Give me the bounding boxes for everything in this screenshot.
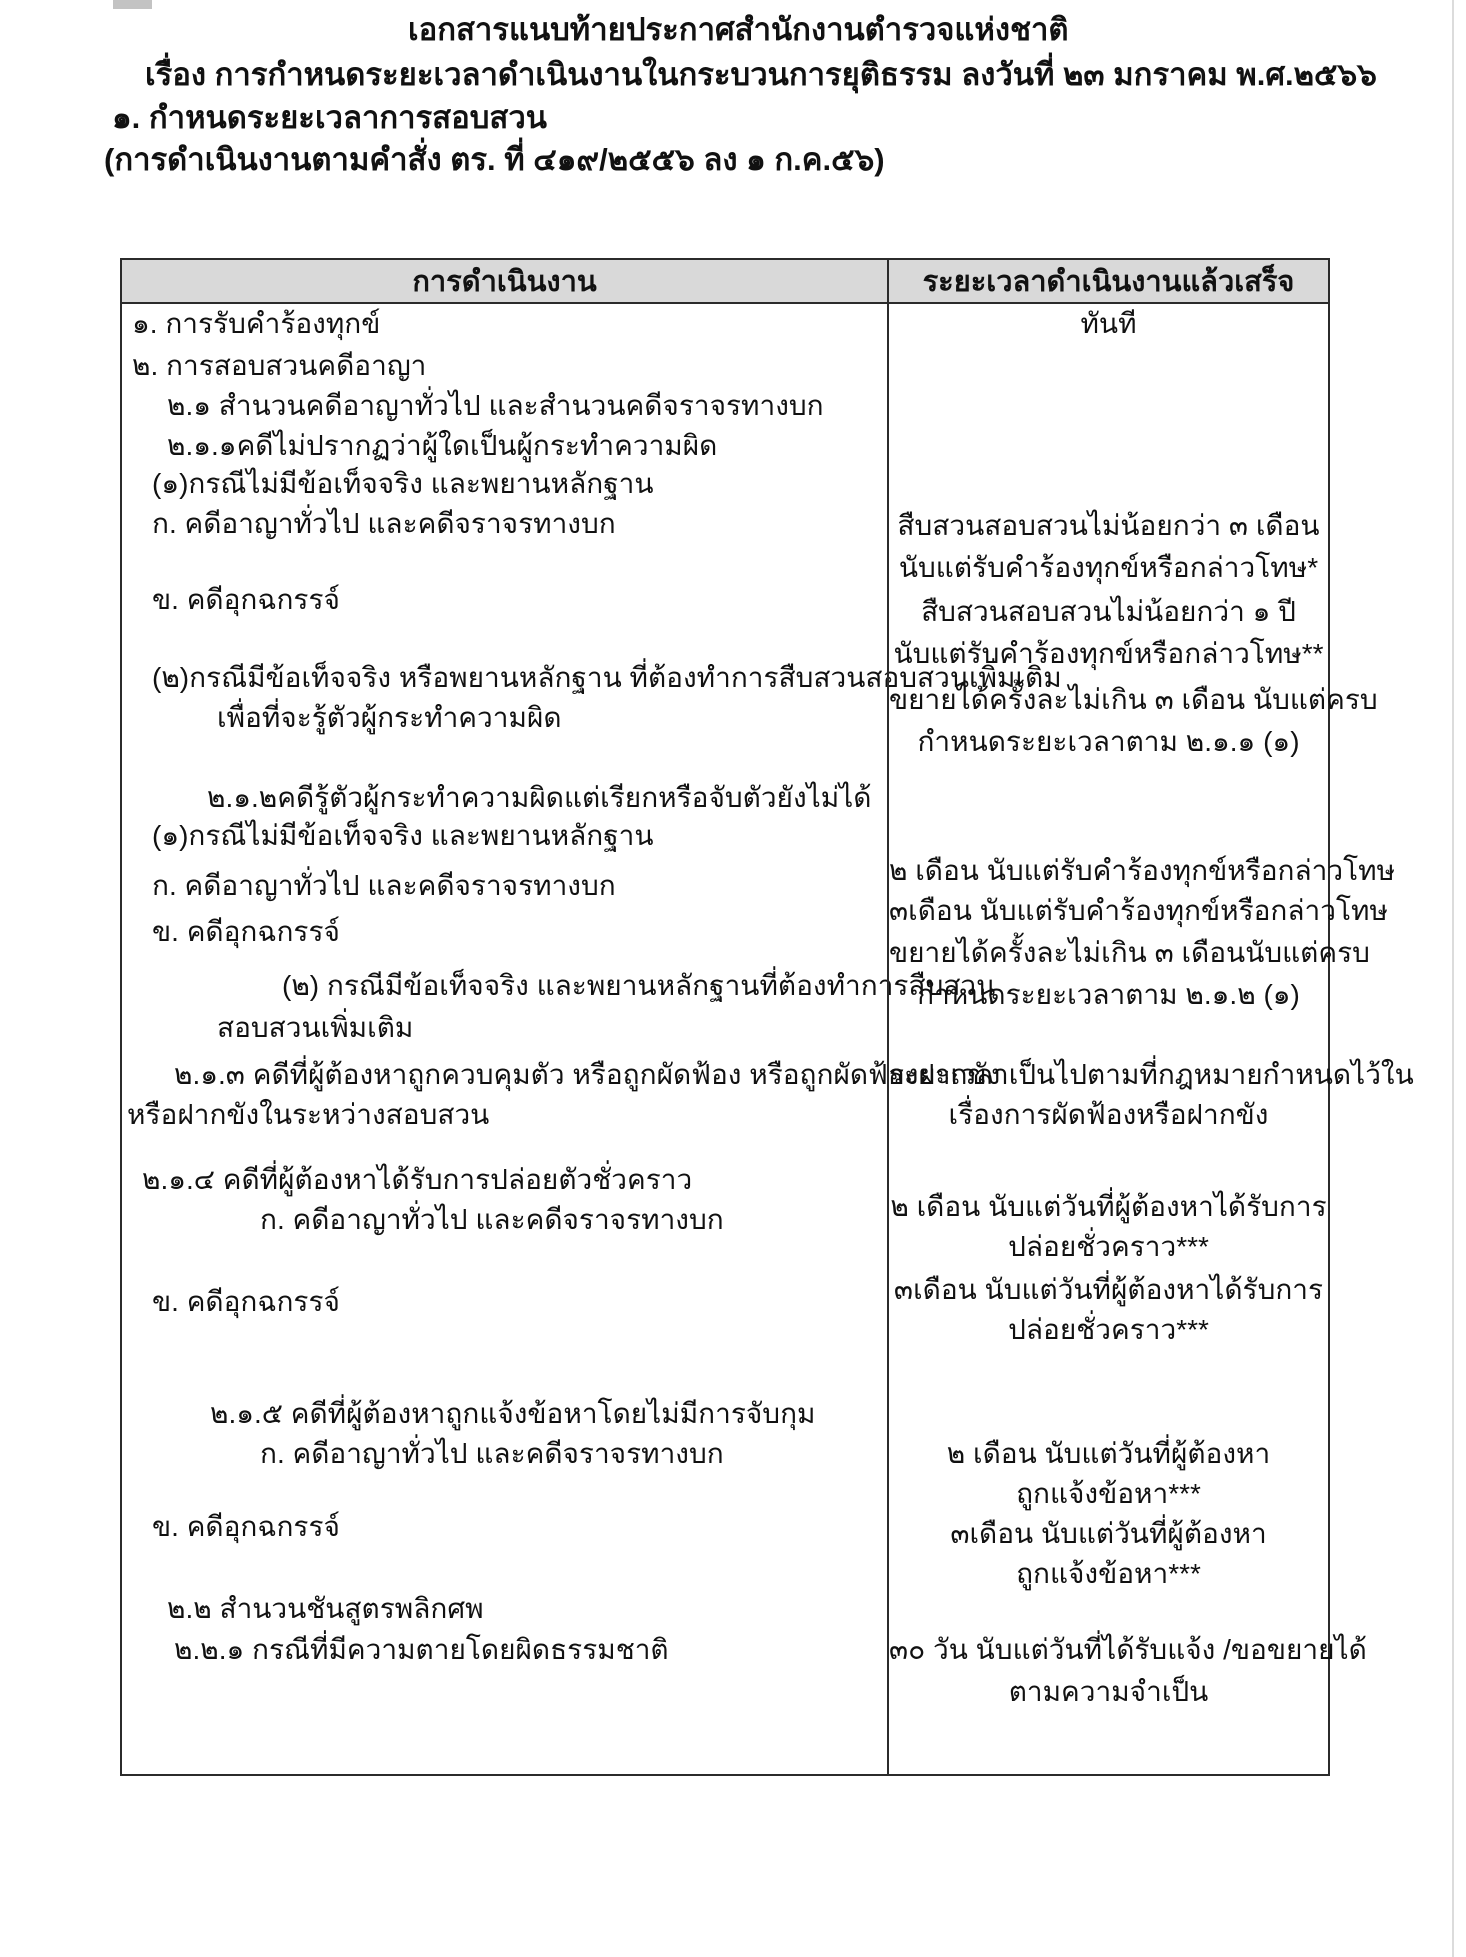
table-left-line-1: ๒. การสอบสวนคดีอาญา [132,350,427,381]
page-right-edge-line [1452,0,1454,1957]
table-header-operation: การดำเนินงาน [412,266,597,298]
table-right-line-2: นับแต่รับคำร้องทุกข์หรือกล่าวโทษ* [898,552,1319,583]
table-right-line-9: ขยายได้ครั้งละไม่เกิน ๓ เดือนนับแต่ครบ [889,937,1370,968]
table-left-line-19: ข. คดีอุกฉกรรจ์ [152,1286,340,1317]
table-left-line-5: ก. คดีอาญาทั่วไป และคดีจราจรทางบก [152,508,616,539]
table-left-line-13: (๒) กรณีมีข้อเท็จจริง และพยานหลักฐานที่ต้องทำการสืบสวน [282,970,996,1001]
table-right-line-4: นับแต่รับคำร้องทุกข์หรือกล่าวโทษ** [893,638,1324,669]
table-left-line-3: ๒.๑.๑คดีไม่ปรากฏว่าผู้ใดเป็นผู้กระทำความผิด [167,430,718,461]
table-right-line-13: ๒ เดือน นับแต่วันที่ผู้ต้องหาได้รับการ [890,1191,1327,1222]
table-left-line-15: ๒.๑.๓ คดีที่ผู้ต้องหาถูกควบคุมตัว หรือถูกผัดฟ้อง หรือถูกผัดฟ้องฝากขัง [174,1059,1001,1090]
table-right-line-12: เรื่องการผัดฟ้องหรือฝากขัง [948,1099,1269,1130]
table-left-line-6: ข. คดีอุกฉกรรจ์ [152,584,340,615]
table-left-line-8: เพื่อที่จะรู้ตัวผู้กระทำความผิด [217,702,562,733]
table-right-line-3: สืบสวนสอบสวนไม่น้อยกว่า ๑ ปี [921,596,1296,627]
table-left-line-20: ๒.๑.๕ คดีที่ผู้ต้องหาถูกแจ้งข้อหาโดยไม่มีการจับกุม [210,1398,816,1429]
table-left-line-11: ก. คดีอาญาทั่วไป และคดีจราจรทางบก [152,870,616,901]
table-right-line-17: ๒ เดือน นับแต่วันที่ผู้ต้องหา [946,1438,1271,1469]
table-right-line-19: ๓เดือน นับแต่วันที่ผู้ต้องหา [950,1518,1267,1549]
document-title: เอกสารแนบท้ายประกาศสำนักงานตำรวจแห่งชาติ [408,12,1069,47]
table-right-line-16: ปล่อยชั่วคราว*** [1008,1314,1209,1345]
table-left-line-4: (๑)กรณีไม่มีข้อเท็จจริง และพยานหลักฐาน [152,468,654,499]
table-right-line-1: สืบสวนสอบสวนไม่น้อยกว่า ๓ เดือน [897,510,1320,541]
table-col-right [887,304,1414,1776]
table-left-line-10: (๑)กรณีไม่มีข้อเท็จจริง และพยานหลักฐาน [152,820,654,851]
table-right-line-14: ปล่อยชั่วคราว*** [1008,1231,1209,1262]
table-left-line-22: ข. คดีอุกฉกรรจ์ [152,1511,340,1542]
section-heading: ๑. กำหนดระยะเวลาการสอบสวน [112,100,547,135]
table-right-line-8: ๓เดือน นับแต่รับคำร้องทุกข์หรือกล่าวโทษ [889,895,1388,926]
table-header-row [122,260,1328,304]
table-right-line-7: ๒ เดือน นับแต่รับคำร้องทุกข์หรือกล่าวโทษ [889,855,1396,886]
scanned-edge-artifact [113,0,152,9]
table-left-line-16: หรือฝากขังในระหว่างสอบสวน [127,1099,490,1130]
table-right-line-0: ทันที [1080,308,1137,339]
procedure-table [120,258,1414,1776]
table-left-line-0: ๑. การรับคำร้องทุกข์ [132,308,381,339]
table-right-line-5: ขยายได้ครั้งละไม่เกิน ๓ เดือน นับแต่ครบ [889,684,1378,715]
table-left-line-21: ก. คดีอาญาทั่วไป และคดีจราจรทางบก [260,1438,724,1469]
table-right-line-15: ๓เดือน นับแต่วันที่ผู้ต้องหาได้รับการ [893,1274,1324,1305]
document-subject-line: เรื่อง การกำหนดระยะเวลาดำเนินงานในกระบวนการยุติธรรม ลงวันที่ ๒๓ มกราคม พ.ศ.๒๕๖๖ [145,57,1377,92]
table-right-line-10: กำหนดระยะเวลาตาม ๒.๑.๒ (๑) [917,979,1300,1010]
section-note: (การดำเนินงานตามคำสั่ง ตร. ที่ ๔๑๙/๒๕๕๖ ลง ๑ ก.ค.๕๖) [104,142,885,177]
table-left-line-24: ๒.๒.๑ กรณีที่มีความตายโดยผิดธรรมชาติ [174,1634,669,1665]
table-right-line-20: ถูกแจ้งข้อหา*** [1016,1558,1201,1589]
table-right-line-11: ระยะเวลาเป็นไปตามที่กฎหมายกำหนดไว้ใน [889,1059,1414,1090]
table-left-line-12: ข. คดีอุกฉกรรจ์ [152,916,340,947]
table-right-line-18: ถูกแจ้งข้อหา*** [1016,1478,1201,1509]
table-left-line-23: ๒.๒ สำนวนชันสูตรพลิกศพ [167,1593,484,1624]
table-header-duration: ระยะเวลาดำเนินงานแล้วเสร็จ [887,260,1328,302]
table-left-line-9: ๒.๑.๒คดีรู้ตัวผู้กระทำความผิดแต่เรียกหรือจับตัวยังไม่ได้ [207,782,872,813]
table-right-line-21: ๓๐ วัน นับแต่วันที่ได้รับแจ้ง /ขอขยายได้ [889,1634,1367,1665]
table-left-line-7: (๒)กรณีมีข้อเท็จจริง หรือพยานหลักฐาน ที่ต้องทำการสืบสวนสอบสวนเพิ่มเติม [152,662,1062,693]
table-right-line-6: กำหนดระยะเวลาตาม ๒.๑.๑ (๑) [917,726,1300,757]
table-right-line-22: ตามความจำเป็น [1008,1676,1209,1707]
table-body [122,304,1414,1776]
table-col-left [122,304,1062,1776]
table-left-line-17: ๒.๑.๔ คดีที่ผู้ต้องหาได้รับการปล่อยตัวชั่วคราว [142,1164,693,1195]
table-left-line-14: สอบสวนเพิ่มเติม [217,1012,414,1043]
table-left-line-18: ก. คดีอาญาทั่วไป และคดีจราจรทางบก [260,1204,724,1235]
table-left-line-2: ๒.๑ สำนวนคดีอาญาทั่วไป และสำนวนคดีจราจรทางบก [167,390,824,421]
